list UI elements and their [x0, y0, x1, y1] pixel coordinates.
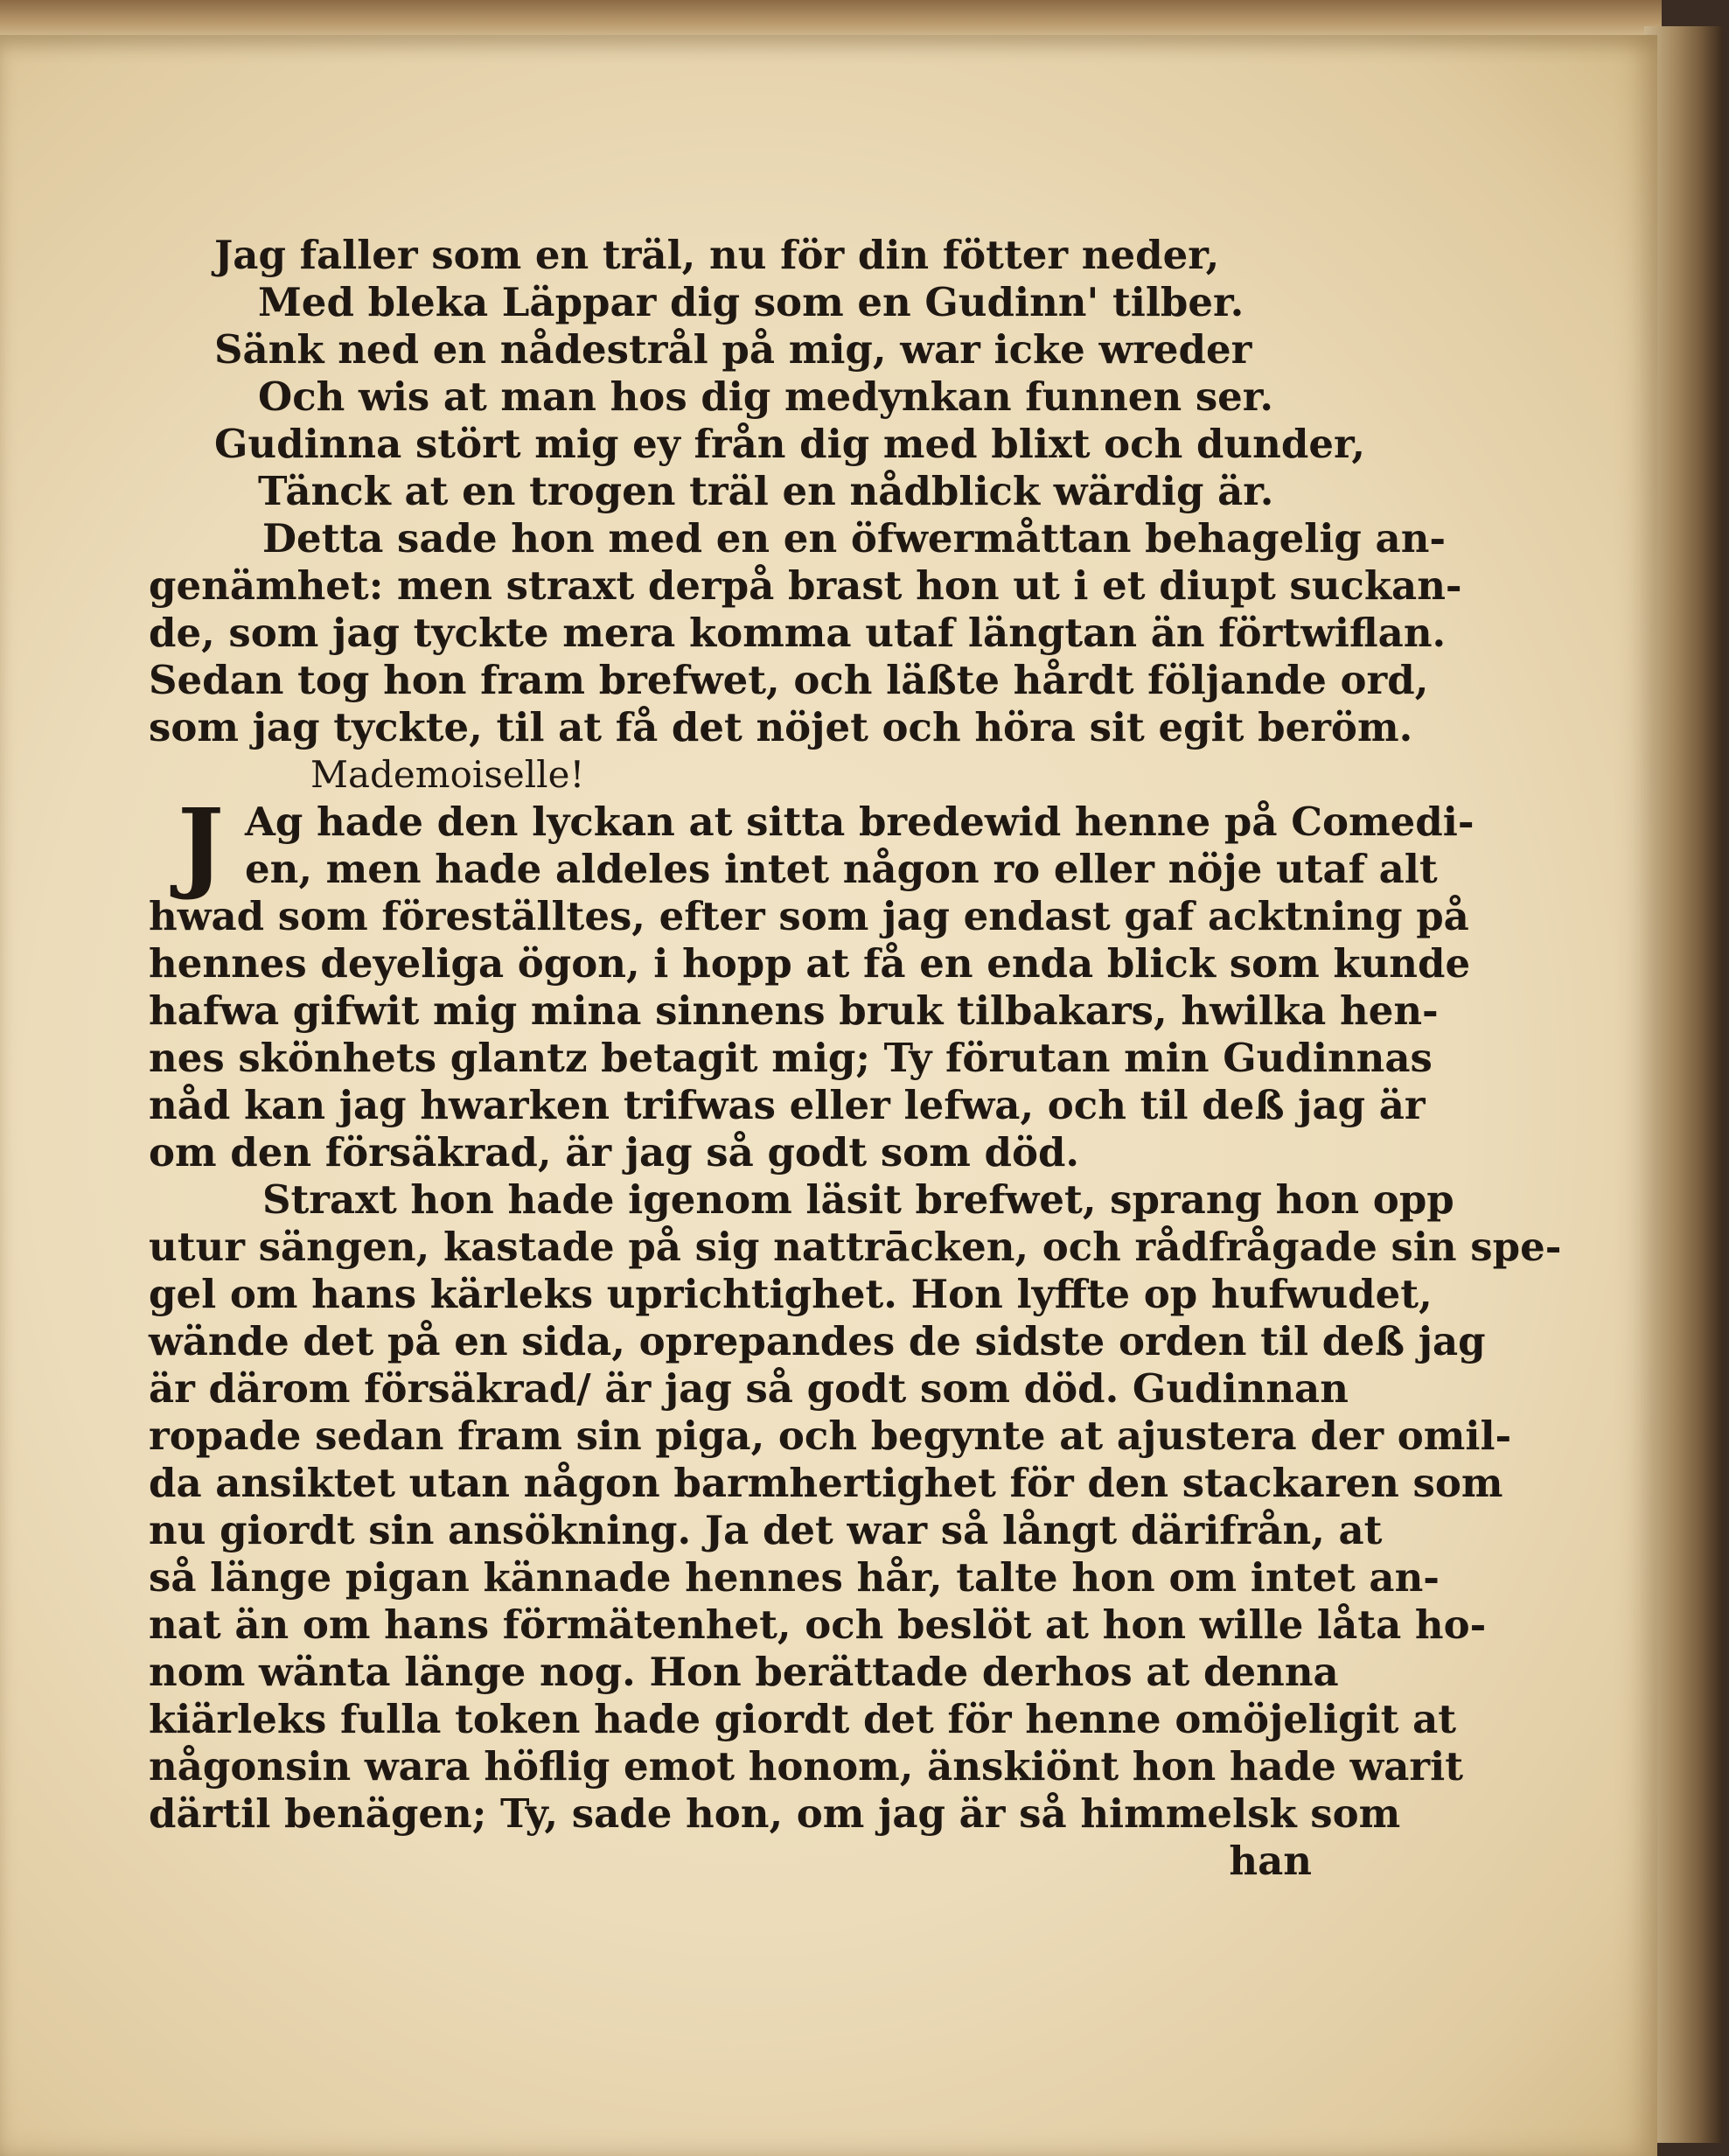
text-line: om den försäkrad, är jag så godt som död.	[149, 1129, 1080, 1176]
verse-stanza	[149, 232, 1366, 515]
text-line: Ag hade den lyckan at sitta bredewid henne på Comedi-	[245, 799, 1475, 845]
text-line: genämhet: men straxt derpå brast hon ut i et diupt suckan-	[149, 562, 1462, 609]
text-line: de, som jag tyckte mera komma utaf längtan än förtwiflan.	[149, 610, 1447, 656]
text-line: nat än om hans förmätenhet, och beslöt at hon wille låta ho-	[149, 1601, 1487, 1648]
paragraph-1	[149, 515, 1462, 751]
text-line: nom wänta länge nog. Hon berättade derhos at denna	[149, 1649, 1339, 1695]
text-line: nåd kan jag hwarken trifwas eller lefwa, och til deß jag är	[149, 1082, 1426, 1128]
letter-body	[149, 788, 1475, 1176]
text-line: gel om hans kärleks uprichtighet. Hon lyffte op hufwudet,	[149, 1271, 1433, 1317]
verse-line: Med bleka Läppar dig som en Gudinn' tilber.	[258, 279, 1244, 325]
text-line: Detta sade hon med en en öfwermåttan behagelig an-	[262, 515, 1447, 562]
verse-line: Jag faller som en träl, nu för din fötter neder,	[214, 232, 1220, 278]
verse-line: Och wis at man hos dig medynkan funnen ser.	[258, 373, 1274, 420]
verse-line: Tänck at en trogen träl en nådblick wärdig är.	[258, 468, 1274, 514]
text-line: utur sängen, kastade på sig nattrācken, och rådfrågade sin spe-	[149, 1224, 1562, 1270]
text-line: en, men hade aldeles intet någon ro eller nöje utaf alt	[245, 846, 1438, 892]
text-line: därtil benägen; Ty, sade hon, om jag är så himmelsk som	[149, 1790, 1401, 1837]
book-page	[0, 35, 1657, 2156]
text-line: hwad som föreställtes, efter som jag endast gaf acktning på	[149, 893, 1469, 939]
text-line: Straxt hon hade igenom läsit brefwet, sprang hon opp	[262, 1176, 1454, 1223]
text-line: kiärleks fulla token hade giordt det för henne omöjeligit at	[149, 1696, 1457, 1742]
text-line: ropade sedan fram sin piga, och begynte at ajustera der omil-	[149, 1413, 1512, 1459]
letter-salutation: Mademoiselle!	[310, 753, 585, 796]
text-line: Sedan tog hon fram brefwet, och läßte hårdt följande ord,	[149, 657, 1429, 703]
verse-line: Sänk ned en nådestrål på mig, war icke wreder	[214, 326, 1252, 373]
catchword: han	[1229, 1838, 1312, 1884]
text-block	[149, 232, 1562, 1885]
text-line: så länge pigan kännade hennes hår, talte hon om intet an-	[149, 1554, 1440, 1601]
verse-line: Gudinna stört mig ey från dig med blixt och dunder,	[214, 421, 1366, 467]
text-line: som jag tyckte, til at få det nöjet och höra sit egit beröm.	[149, 704, 1413, 750]
text-line: hennes deyeliga ögon, i hopp at få en enda blick som kunde	[149, 940, 1471, 987]
text-line: nes skönhets glantz betagit mig; Ty förutan min Gudinnas	[149, 1035, 1433, 1081]
text-line: är därom försäkrad/ är jag så godt som död. Gudinnan	[149, 1365, 1349, 1412]
text-line: nu giordt sin ansökning. Ja det war så långt därifrån, at	[149, 1507, 1383, 1553]
text-line: da ansiktet utan någon barmhertighet för den stackaren som	[149, 1460, 1503, 1506]
text-line: hafwa gifwit mig mina sinnens bruk tilbakars, hwilka hen-	[149, 987, 1439, 1034]
text-line: någonsin wara höflig emot honom, änskiönt hon hade warit	[149, 1743, 1464, 1790]
text-line: wände det på en sida, oprepandes de sidste orden til deß jag	[149, 1318, 1486, 1364]
drop-cap: J	[178, 788, 224, 903]
paragraph-2	[149, 1176, 1562, 1838]
